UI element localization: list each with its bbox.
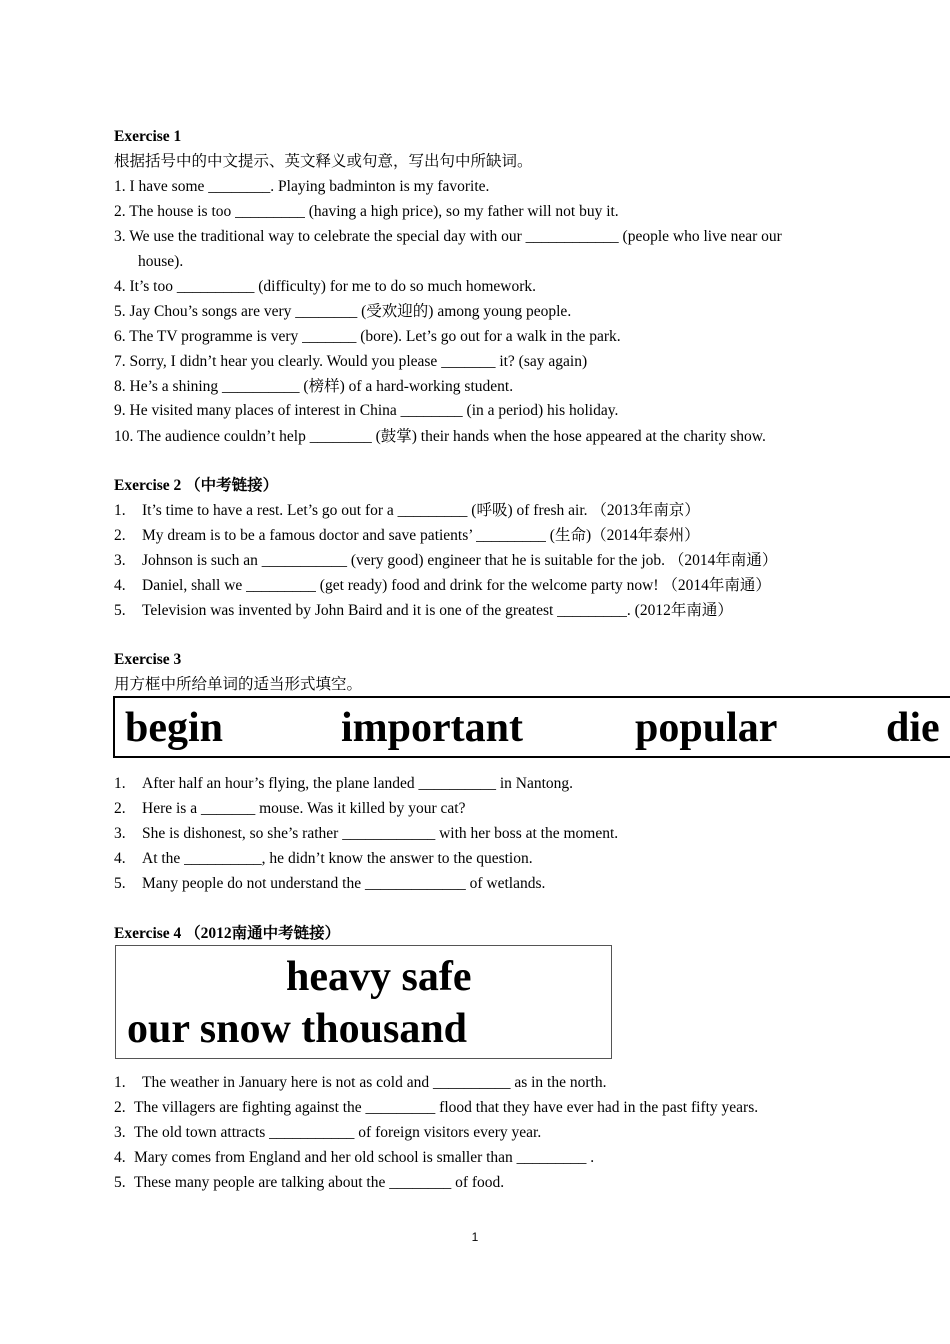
exercise-1-item-1: 1. I have some ________. Playing badminton is my favorite. xyxy=(114,178,490,195)
exercise-1-instruction: 根据括号中的中文提示、英文释义或句意，写出句中所缺词。 xyxy=(114,153,533,170)
item-text: It’s time to have a rest. Let’s go out for a _________ (呼吸) of fresh air. （2013年南京） xyxy=(142,502,700,519)
exercise-1-item-3-continued: house). xyxy=(138,253,184,270)
item-text: Many people do not understand the _____________ of wetlands. xyxy=(142,875,546,892)
exercise-2-item xyxy=(114,526,700,546)
exercise-1-item-9: 9. He visited many places of interest in China ________ (in a period) his holiday. xyxy=(114,402,619,419)
exercise-2-item xyxy=(114,576,771,596)
exercise-3-item xyxy=(114,874,545,894)
exercise-1-item-7: 7. Sorry, I didn’t hear you clearly. Would you please _______ it? (say again) xyxy=(114,353,588,370)
word-box-word: important xyxy=(341,705,523,751)
word-box-line-1: heavy safe xyxy=(286,954,472,1000)
item-number: 2. xyxy=(114,1099,126,1116)
exercise-4-item xyxy=(114,1123,541,1143)
item-text: After half an hour’s flying, the plane landed __________ in Nantong. xyxy=(142,775,574,792)
item-number: 3. xyxy=(114,825,126,842)
item-number: 4. xyxy=(114,1149,126,1166)
item-number: 2. xyxy=(114,800,126,817)
item-number: 5. xyxy=(114,602,126,619)
exercise-3-item xyxy=(114,799,465,819)
item-text: Television was invented by John Baird and it is one of the greatest _________. (2012年南通） xyxy=(142,602,733,619)
item-number: 3. xyxy=(114,1124,126,1141)
exercise-4-item xyxy=(114,1098,758,1118)
exercise-4-title: Exercise 4 （2012南通中考链接） xyxy=(114,925,341,942)
exercise-1-item-5: 5. Jay Chou’s songs are very ________ (受欢迎的) among young people. xyxy=(114,303,572,320)
item-number: 1. xyxy=(114,775,126,792)
item-number: 1. xyxy=(114,1074,126,1091)
exercise-2-item xyxy=(114,551,777,571)
item-number: 5. xyxy=(114,1174,126,1191)
item-text: Johnson is such an ___________ (very good) engineer that he is suitable for the job. （2014年南通） xyxy=(142,552,778,569)
item-text: My dream is to be a famous doctor and save patients’ _________ (生命)（2014年泰州） xyxy=(142,527,700,544)
exercise-4-item xyxy=(114,1173,504,1193)
page-number: 1 xyxy=(471,1230,479,1244)
exercise-1-item-8: 8. He’s a shining __________ (榜样) of a hard-working student. xyxy=(114,378,514,395)
exercise-3-item xyxy=(114,824,618,844)
item-number: 2. xyxy=(114,527,126,544)
item-text: Mary comes from England and her old school is smaller than _________ . xyxy=(134,1149,595,1166)
exercise-3-instruction: 用方框中所给单词的适当形式填空。 xyxy=(114,676,363,693)
item-text: She is dishonest, so she’s rather ____________ with her boss at the moment. xyxy=(142,825,619,842)
exercise-1-item-10: 10. The audience couldn’t help ________ (鼓掌) their hands when the hose appeared at the charity show. xyxy=(114,428,766,445)
word-box xyxy=(115,945,612,1059)
item-text: At the __________, he didn’t know the answer to the question. xyxy=(142,850,533,867)
item-text: The villagers are fighting against the _________ flood that they have ever had in the past fifty years. xyxy=(134,1099,759,1116)
item-number: 4. xyxy=(114,577,126,594)
exercise-4-item xyxy=(114,1148,594,1168)
exercise-1-item-6: 6. The TV programme is very _______ (bore). Let’s go out for a walk in the park. xyxy=(114,328,621,345)
word-box-word: begin xyxy=(125,705,224,751)
item-number: 1. xyxy=(114,502,126,519)
exercise-3-title: Exercise 3 xyxy=(114,651,182,668)
word-box-word: die xyxy=(886,705,940,751)
exercise-1-item-2: 2. The house is too _________ (having a high price), so my father will not buy it. xyxy=(114,203,619,220)
item-number: 5. xyxy=(114,875,126,892)
item-text: The weather in January here is not as cold and __________ as in the north. xyxy=(142,1074,607,1091)
exercise-2-item xyxy=(114,501,700,521)
exercise-1-title: Exercise 1 xyxy=(114,128,182,145)
exercise-3-item xyxy=(114,849,533,869)
exercise-1-item-3: 3. We use the traditional way to celebrate the special day with our ____________ (people who live near our xyxy=(114,228,782,245)
item-number: 3. xyxy=(114,552,126,569)
item-text: Daniel, shall we _________ (get ready) food and drink for the welcome party now! （2014年南通） xyxy=(142,577,771,594)
item-number: 4. xyxy=(114,850,126,867)
word-box-word: popular xyxy=(635,705,778,751)
exercise-2-item xyxy=(114,601,733,621)
exercise-4-item xyxy=(114,1073,606,1093)
word-box-line-2: our snow thousand xyxy=(127,1006,468,1052)
exercise-3-item xyxy=(114,774,573,794)
item-text: Here is a _______ mouse. Was it killed by your cat? xyxy=(142,800,466,817)
exercise-2-title: Exercise 2 （中考链接） xyxy=(114,477,279,494)
exercise-1-item-4: 4. It’s too __________ (difficulty) for me to do so much homework. xyxy=(114,278,537,295)
item-text: The old town attracts ___________ of foreign visitors every year. xyxy=(134,1124,542,1141)
item-text: These many people are talking about the ________ of food. xyxy=(134,1174,505,1191)
word-box xyxy=(113,696,950,758)
